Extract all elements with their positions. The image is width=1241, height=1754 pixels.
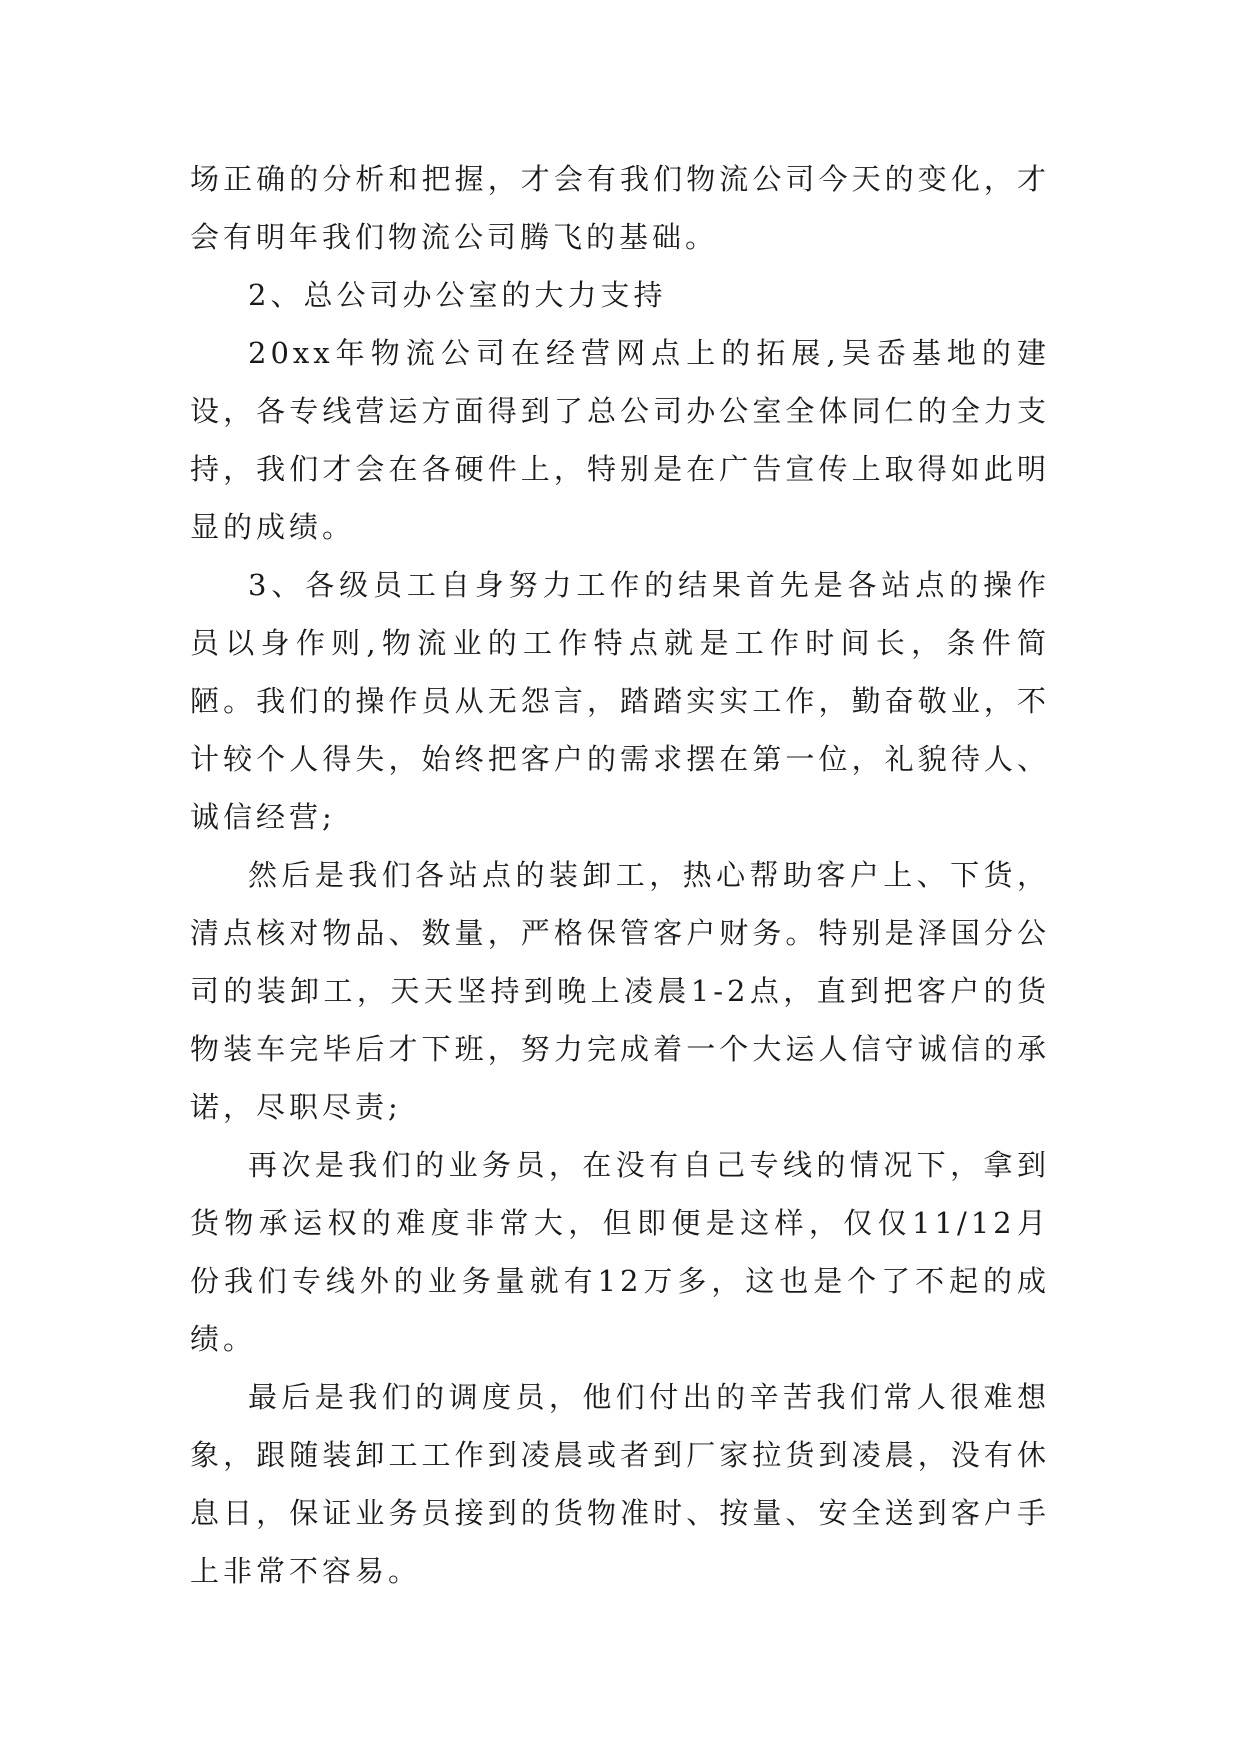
paragraph-dispatchers: 最后是我们的调度员，他们付出的辛苦我们常人很难想象，跟随装卸工工作到凌晨或者到厂家拉货到凌晨，没有休息日，保证业务员接到的货物准时、按量、安全送到客户手上非常不容易。 xyxy=(190,1380,1050,1588)
paragraph-heading-office-support: 2、总公司办公室的大力支持 xyxy=(248,278,667,312)
paragraph-loaders: 然后是我们各站点的装卸工，热心帮助客户上、下货，清点核对物品、数量，严格保管客户财务。特别是泽国分公司的装卸工，天天坚持到晚上凌晨1-2点，直到把客户的货物装车完毕后才下班，努力完成着一个大运人信守诚信的承诺，尽职尽责; xyxy=(190,858,1050,1124)
paragraph-salespeople: 再次是我们的业务员，在没有自己专线的情况下，拿到货物承运权的难度非常大，但即便是这样，仅仅11/12月份我们专线外的业务量就有12万多，这也是个了不起的成绩。 xyxy=(190,1148,1050,1356)
paragraph-analysis-conclusion: 场正确的分析和把握，才会有我们物流公司今天的变化，才会有明年我们物流公司腾飞的基础。 xyxy=(190,162,1050,254)
document-body xyxy=(190,150,1050,1600)
paragraph-operators: 3、各级员工自身努力工作的结果首先是各站点的操作员以身作则,物流业的工作特点就是工作时间长，条件简陋。我们的操作员从无怨言，踏踏实实工作，勤奋敬业，不计较个人得失，始终把客户的需求摆在第一位，礼貌待人、诚信经营; xyxy=(190,568,1050,834)
paragraph-office-support: 20xx年物流公司在经营网点上的拓展,吴岙基地的建设，各专线营运方面得到了总公司办公室全体同仁的全力支持，我们才会在各硬件上，特别是在广告宣传上取得如此明显的成绩。 xyxy=(190,336,1050,544)
